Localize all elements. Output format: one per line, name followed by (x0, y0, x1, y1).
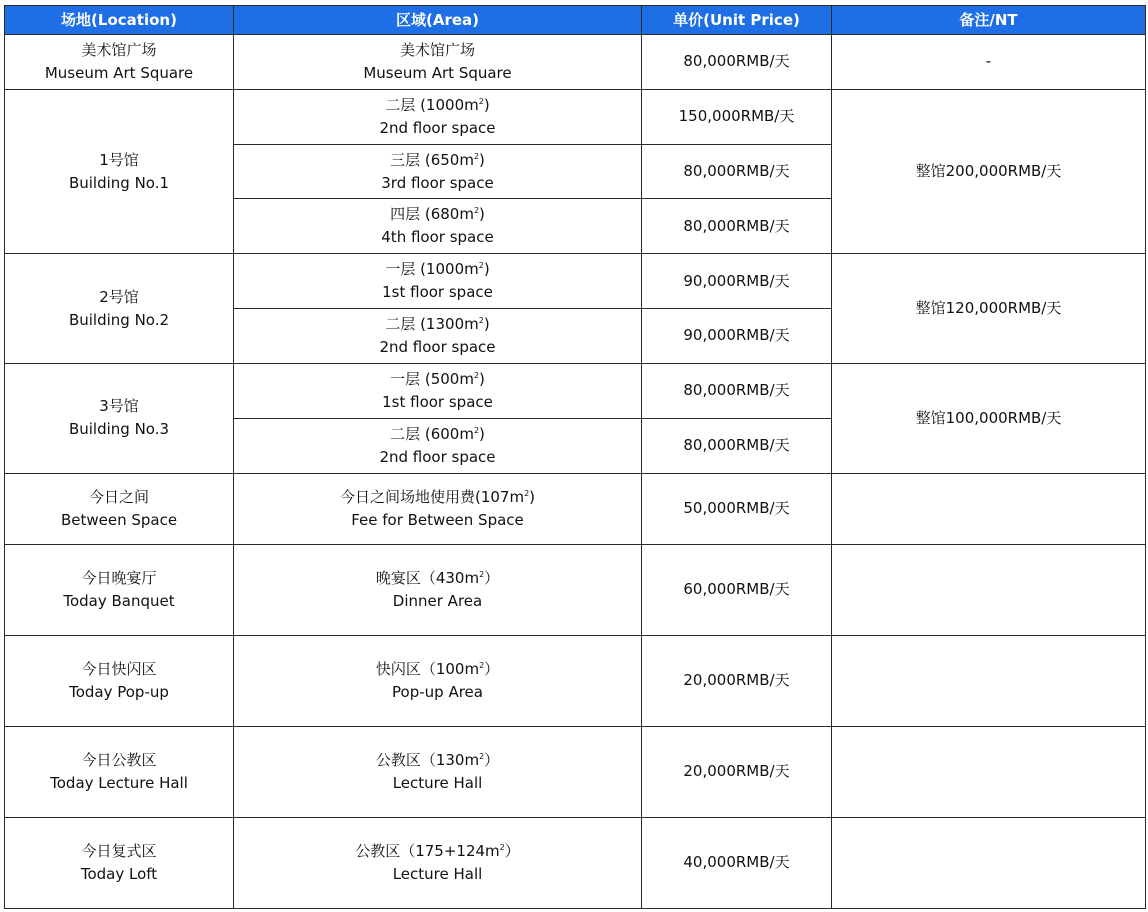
area-cell (234, 418, 642, 473)
price-cell: 150,000RMB/天 (642, 89, 832, 144)
area-en: 2nd floor space (379, 447, 496, 466)
area-en: 2nd floor space (379, 118, 496, 137)
table-row (5, 544, 1146, 635)
location-cn: 今日晚宴厅 (81, 568, 157, 587)
price-cell: 80,000RMB/天 (642, 144, 832, 199)
area-cell (234, 89, 642, 144)
table-row (5, 89, 1146, 144)
table-row (5, 473, 1146, 544)
note-cell (832, 726, 1146, 817)
area-cn: 公教区$(175+124m^2)$ (355, 841, 520, 860)
location-en: Building No.2 (68, 310, 170, 329)
table-row (5, 254, 1146, 309)
area-en: Museum Art Square (363, 63, 512, 82)
price-cell: 80,000RMB/天 (642, 35, 832, 90)
table-header-row (5, 6, 1146, 35)
location-cn: 2号馆 (99, 287, 139, 306)
location-cn: 3号馆 (99, 397, 139, 416)
location-cn: 美术馆广场 (81, 40, 157, 59)
area-en: Lecture Hall (392, 864, 483, 883)
area-cell (234, 817, 642, 908)
price-cell: 80,000RMB/天 (642, 363, 832, 418)
area-cn: 一层 $(500m^2)$ (390, 369, 485, 388)
area-cell (234, 144, 642, 199)
area-en: 1st floor space (382, 392, 493, 411)
location-en: Building No.1 (68, 173, 170, 192)
area-cn: 二层 $(1300m^2)$ (385, 314, 490, 333)
location-cn: 1号馆 (99, 150, 139, 169)
area-cn: 晚宴区$(430m^2)$ (375, 568, 500, 587)
venue-price-table (4, 5, 1146, 909)
location-cell (5, 35, 234, 90)
price-cell: 90,000RMB/天 (642, 309, 832, 364)
location-cn: 今日快闪区 (81, 659, 157, 678)
area-cn: 公教区$(130m^2)$ (375, 750, 500, 769)
price-cell: 80,000RMB/天 (642, 418, 832, 473)
note-cell: 整馆100,000RMB/天 (832, 363, 1146, 473)
price-cell: 60,000RMB/天 (642, 544, 832, 635)
area-cell (234, 35, 642, 90)
area-en: Pop-up Area (392, 682, 483, 701)
area-cell (234, 309, 642, 364)
note-cell (832, 544, 1146, 635)
note-cell (832, 817, 1146, 908)
location-cell (5, 817, 234, 908)
price-cell: 80,000RMB/天 (642, 199, 832, 254)
note-cell: 整馆120,000RMB/天 (832, 254, 1146, 364)
table-row (5, 363, 1146, 418)
area-cn: 今日之间场地使用费$(107m^2)$ (339, 487, 536, 506)
location-cell (5, 89, 234, 253)
area-cn: 四层 $(680m^2)$ (390, 205, 485, 224)
price-cell: 50,000RMB/天 (642, 473, 832, 544)
area-cell (234, 544, 642, 635)
location-en: Today Banquet (63, 591, 175, 610)
location-cell (5, 363, 234, 473)
area-cell (234, 726, 642, 817)
area-cell (234, 254, 642, 309)
area-en: 3rd floor space (381, 173, 494, 192)
price-cell: 20,000RMB/天 (642, 635, 832, 726)
price-cell: 90,000RMB/天 (642, 254, 832, 309)
location-cell (5, 544, 234, 635)
location-cell (5, 726, 234, 817)
table-row (5, 726, 1146, 817)
area-cn: 二层 $(1000m^2)$ (385, 95, 490, 114)
table-row (5, 817, 1146, 908)
area-cn: 一层 $(1000m^2)$ (385, 260, 490, 279)
location-en: Between Space (60, 510, 178, 529)
area-en: Dinner Area (392, 591, 483, 610)
note-cell: 整馆200,000RMB/天 (832, 89, 1146, 253)
area-cn: 快闪区$(100m^2)$ (375, 659, 500, 678)
location-cn: 今日之间 (88, 487, 149, 506)
header-note: 备注/NT (832, 6, 1146, 35)
location-cn: 今日复式区 (81, 841, 157, 860)
area-en: Lecture Hall (392, 773, 483, 792)
location-cn: 今日公教区 (81, 750, 157, 769)
price-cell: 40,000RMB/天 (642, 817, 832, 908)
note-cell (832, 635, 1146, 726)
table-row (5, 35, 1146, 90)
note-cell (832, 473, 1146, 544)
header-unit-price: 单价(Unit Price) (642, 6, 832, 35)
location-en: Museum Art Square (44, 63, 194, 82)
table-row (5, 635, 1146, 726)
header-area: 区域(Area) (234, 6, 642, 35)
area-cn: 美术馆广场 (399, 40, 475, 59)
area-en: Fee for Between Space (351, 510, 524, 529)
location-en: Today Loft (80, 864, 158, 883)
area-en: 4th floor space (381, 228, 494, 247)
area-cell (234, 363, 642, 418)
area-cell (234, 199, 642, 254)
area-en: 2nd floor space (379, 337, 496, 356)
area-cn: 三层 $(650m^2)$ (390, 150, 485, 169)
location-en: Building No.3 (68, 420, 170, 439)
area-cell (234, 473, 642, 544)
area-cell (234, 635, 642, 726)
area-cn: 二层 $(600m^2)$ (390, 424, 485, 443)
location-cell (5, 635, 234, 726)
location-en: Today Pop-up (69, 682, 169, 701)
price-cell: 20,000RMB/天 (642, 726, 832, 817)
note-cell: - (832, 35, 1146, 90)
location-cell (5, 473, 234, 544)
location-en: Today Lecture Hall (50, 773, 188, 792)
area-en: 1st floor space (382, 283, 493, 302)
location-cell (5, 254, 234, 364)
header-location: 场地(Location) (5, 6, 234, 35)
